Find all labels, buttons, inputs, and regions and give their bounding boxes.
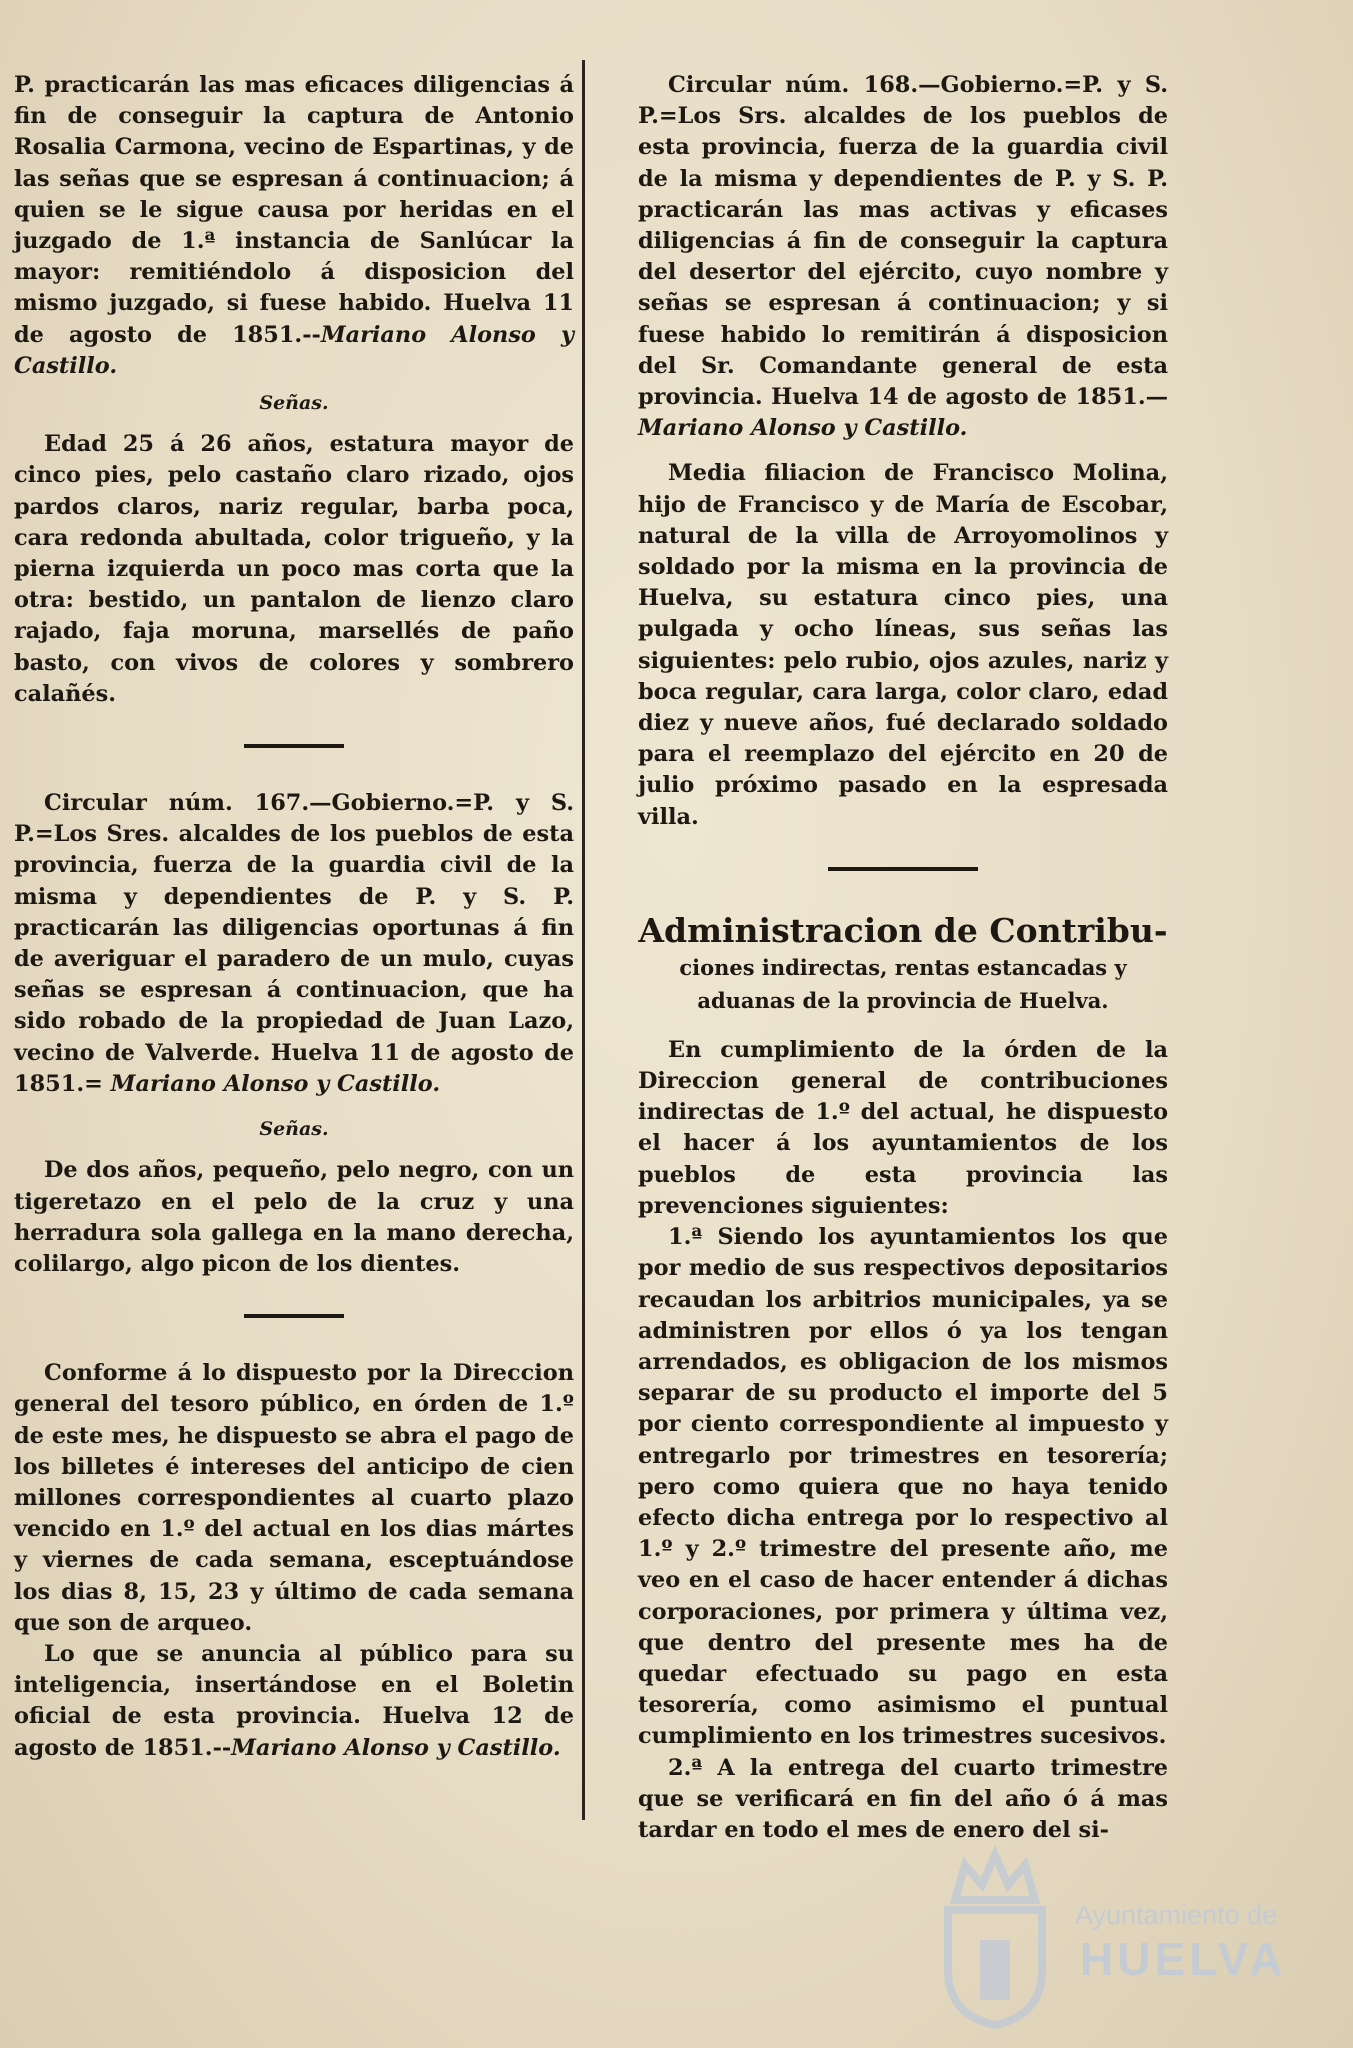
right-paragraph-5: 2.ª A la entrega del cuarto trimestre que se verificará en fin del año ó á mas tardar en todo el mes de enero del si- [638,1754,1168,1843]
left-p6-signature: Mariano Alonso y Castillo. [231,1734,561,1761]
left-paragraph-2: Edad 25 á 26 años, estatura mayor de cinco pies, pelo castaño claro rizado, ojos pardos claros, nariz regular, barba poca, cara redonda abultada, color trigueño, y la pierna izquierda un poco mas corta que la otra: bestido, un pantalon de lienzo claro rajado, faja moruna, marsellés de paño basto, con vivos de colores y sombrero calañés. [14,431,574,707]
section-heading: Administracion de Contribu- [638,910,1168,950]
right-paragraph-2: Media filiacion de Francisco Molina, hijo de Francisco y de María de Escobar, natural de la villa de Arroyomolinos y soldado por la misma en la provincia de Huelva, su estatura cinco pies, una pulgada y ocho líneas, sus señas las siguientes: pelo rubio, ojos azules, nariz y boca regular, cara larga, color claro, edad diez y nueve años, fué declarado soldado para el reemplazo del ejército en 20 de julio próximo pasado en la espresada villa. [638,460,1168,830]
left-paragraph-3 [14,788,574,1100]
section-rule-2 [244,1314,344,1318]
left-p1-text: P. practicarán las mas eficaces diligencias á fin de conseguir la captura de Antonio Rosalia Carmona, vecino de Espartinas, y de las señas que se espresan á continuacion; á quien se le sigue causa por heridas en el juzgado de 1.ª instancia de Sanlúcar la mayor: remitiéndolo á disposicion del mismo juzgado, si fuese habido. Huelva 11 de agosto de 1851.-- [14,72,574,348]
right-p1-text: Circular núm. 168.—Gobierno.=P. y S. P.=Los Srs. alcaldes de los pueblos de esta provincia, fuerza de la guardia civil de la misma y dependientes de P. y S. P. practicarán las mas activas y eficases diligencias á fin de conseguir la captura del desertor del ejército, cuyo nombre y señas se espresan á continuacion; y si fuese habido lo remitirán á disposicion del Sr. Comandante general de esta provincia. Huelva 14 de agosto de 1851.— [638,72,1168,411]
left-p6-text: Lo que se anuncia al público para su inteligencia, insertándose en el Boletin oficial de esta provincia. Huelva 12 de agosto de 1851.-- [14,1640,574,1761]
watermark-line-2: HUELVA [1080,1933,1287,1985]
left-paragraph-5: Conforme á lo dispuesto por la Direccion general del tesoro público, en órden de 1.º de este mes, he dispuesto se abra el pago de los billetes é intereses del anticipo de cien millones correspondientes al cuarto plazo vencido en 1.º del actual en los dias mártes y viernes de cada semana, esceptuándose los dias 8, 15, 23 y último de cada semana que son de arqueo. [14,1360,574,1636]
senas-heading-1: Señas. [259,392,329,415]
section-rule-3 [828,867,978,871]
left-p3-signature: Mariano Alonso y Castillo. [110,1070,441,1097]
right-column [638,70,1168,1846]
spacer [638,444,1168,458]
right-paragraph-4: 1.ª Siendo los ayuntamientos los que por medio de sus respectivos depositarios recaudan los arbitrios municipales, ya se administren por ellos ó ya los tengan arrendados, es obligacion de los mismos separar de su producto el importe del 5 por ciento correspondiente al impuesto y entregarlo por trimestres en tesorería; pero como quiera que no haya tenido efecto dicha entrega por lo respectivo al 1.º y 2.º trimestre del presente año, me veo en el caso de hacer entender á dichas corporaciones, por primera y última vez, que dentro del presente mes ha de quedar efectuado su pago en esta tesorería, como asimismo el puntual cumplimiento en los trimestres sucesivos. [638,1224,1168,1750]
senas-heading-2: Señas. [259,1118,329,1141]
left-p3-text: Circular núm. 167.—Gobierno.=P. y S. P.=Los Sres. alcaldes de los pueblos de esta provincia, fuerza de la guardia civil de la misma y dependientes de P. y S. P. practicarán las diligencias oportunas á fin de averiguar el paradero de un mulo, cuyas señas se espresan á continuacion, que ha sido robado de la propiedad de Juan Lazo, vecino de Valverde. Huelva 11 de agosto de 1851.= [14,790,574,1097]
right-paragraph-1 [638,70,1168,444]
left-paragraph-4: De dos años, pequeño, pelo negro, con un tigeretazo en el pelo de la cruz y una herradura sola gallega en la mano derecha, colilargo, algo picon de los dientes. [14,1157,574,1277]
watermark-line-1: Ayuntamiento de [1075,1900,1278,1930]
left-p1-signature: Mariano Alonso y Castillo. [14,321,574,379]
left-paragraph-1 [14,70,574,382]
section-rule-1 [244,744,344,748]
section-subheading: ciones indirectas, rentas estancadas y aduanas de la provincia de Huelva. [679,954,1127,1013]
column-divider [582,60,585,1820]
right-paragraph-3: En cumplimiento de la órden de la Direccion general de contribuciones indirectas de 1.º del actual, he dispuesto el hacer á los ayuntamientos de los pueblos de esta provincia las prevenciones siguientes: [638,1036,1168,1219]
left-paragraph-6 [14,1639,574,1764]
right-p1-signature: Mariano Alonso y Castillo. [638,415,968,442]
left-column [14,70,574,1764]
